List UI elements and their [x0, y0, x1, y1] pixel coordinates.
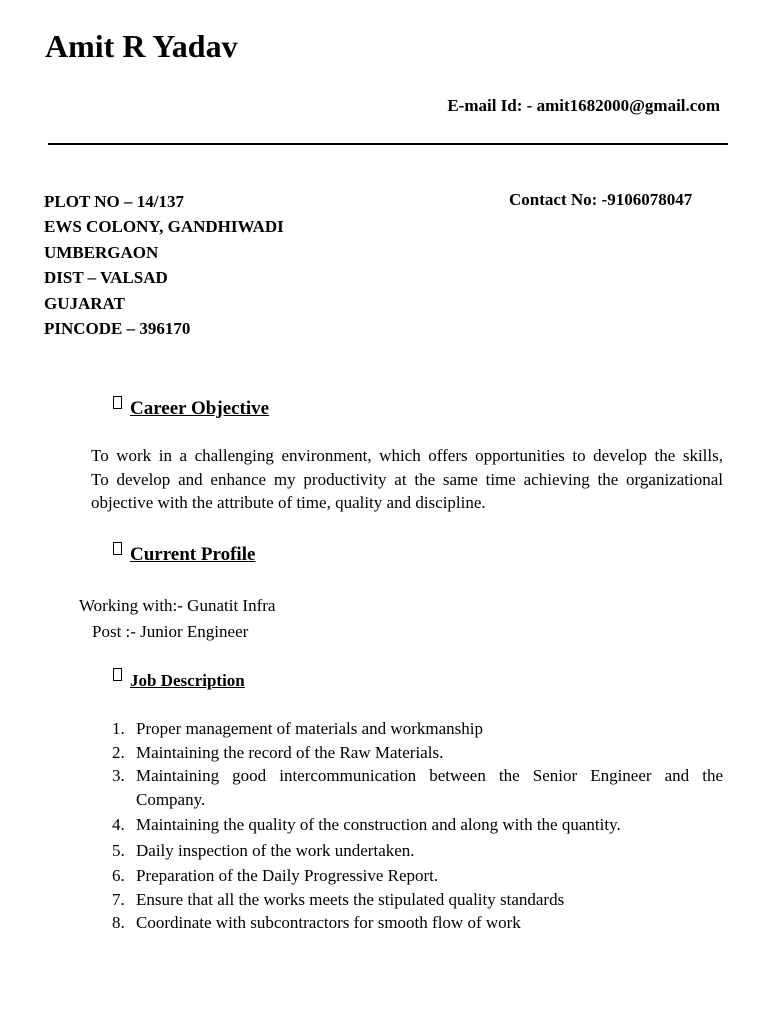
list-item: [112, 888, 723, 912]
list-item: [112, 864, 723, 888]
address-line: EWS COLONY, GANDHIWADI: [44, 217, 284, 237]
item-number: 5.: [112, 840, 125, 860]
current-profile-heading: [113, 542, 255, 568]
item-number: 7.: [112, 889, 125, 909]
item-text: Ensure that all the works meets the stipulated quality standards: [136, 889, 565, 909]
job-description-heading: [113, 670, 245, 692]
post: Post :- Junior Engineer: [92, 622, 249, 641]
objective-line: objective with the attribute of time, quality and discipline.: [91, 493, 486, 512]
item-text-line: Maintaining good intercommunication between the Senior Engineer and the: [136, 766, 723, 785]
contact-number: Contact No: -9106078047: [509, 190, 693, 209]
item-text: [136, 764, 723, 811]
list-item: [112, 911, 723, 935]
item-text: Maintaining the quality of the construction and along with the quantity.: [136, 815, 621, 834]
candidate-name: Amit R Yadav: [45, 28, 238, 64]
objective-line: To work in a challenging environment, which offers opportunities to develop the skills,: [91, 446, 723, 465]
email-id: E-mail Id: - amit1682000@gmail.com: [447, 96, 720, 115]
address-line: UMBERGAON: [44, 242, 159, 262]
item-number: 2.: [112, 742, 125, 762]
list-item: [112, 741, 723, 765]
list-item: [112, 813, 723, 837]
objective-line: To develop and enhance my productivity at the same time achieving the organizational: [91, 469, 723, 489]
heading-text: Job Description: [130, 671, 245, 690]
postal-address: [44, 189, 284, 341]
working-with: Working with:- Gunatit Infra: [79, 596, 276, 615]
heading-text: Career Objective: [130, 398, 270, 419]
list-item: [112, 717, 723, 741]
item-text: Coordinate with subcontractors for smooth flow of work: [136, 913, 521, 932]
item-number: 4.: [112, 815, 125, 834]
career-objective-heading: [113, 396, 269, 422]
career-objective-text: [91, 444, 723, 515]
list-item: [112, 839, 723, 863]
item-text: Maintaining the record of the Raw Materials.: [136, 742, 444, 762]
item-text-line: Company.: [136, 789, 206, 809]
header-divider: [48, 143, 728, 145]
bullet-icon: [113, 396, 122, 409]
address-line: GUJARAT: [44, 293, 125, 313]
address-line: PINCODE – 396170: [44, 319, 191, 339]
item-number: 8.: [112, 913, 125, 932]
bullet-icon: [113, 668, 122, 681]
list-item: [112, 764, 723, 811]
address-line: DIST – VALSAD: [44, 268, 168, 288]
heading-text: Current Profile: [130, 544, 256, 565]
job-description-list: [112, 717, 723, 935]
item-number: 3.: [112, 766, 125, 785]
item-text: Daily inspection of the work undertaken.: [136, 840, 415, 860]
bullet-icon: [113, 542, 122, 555]
item-number: 6.: [112, 866, 125, 885]
item-text: Proper management of materials and workmanship: [136, 719, 483, 738]
item-text: Preparation of the Daily Progressive Report.: [136, 866, 439, 885]
address-line: PLOT NO – 14/137: [44, 192, 184, 211]
item-number: 1.: [112, 719, 125, 738]
